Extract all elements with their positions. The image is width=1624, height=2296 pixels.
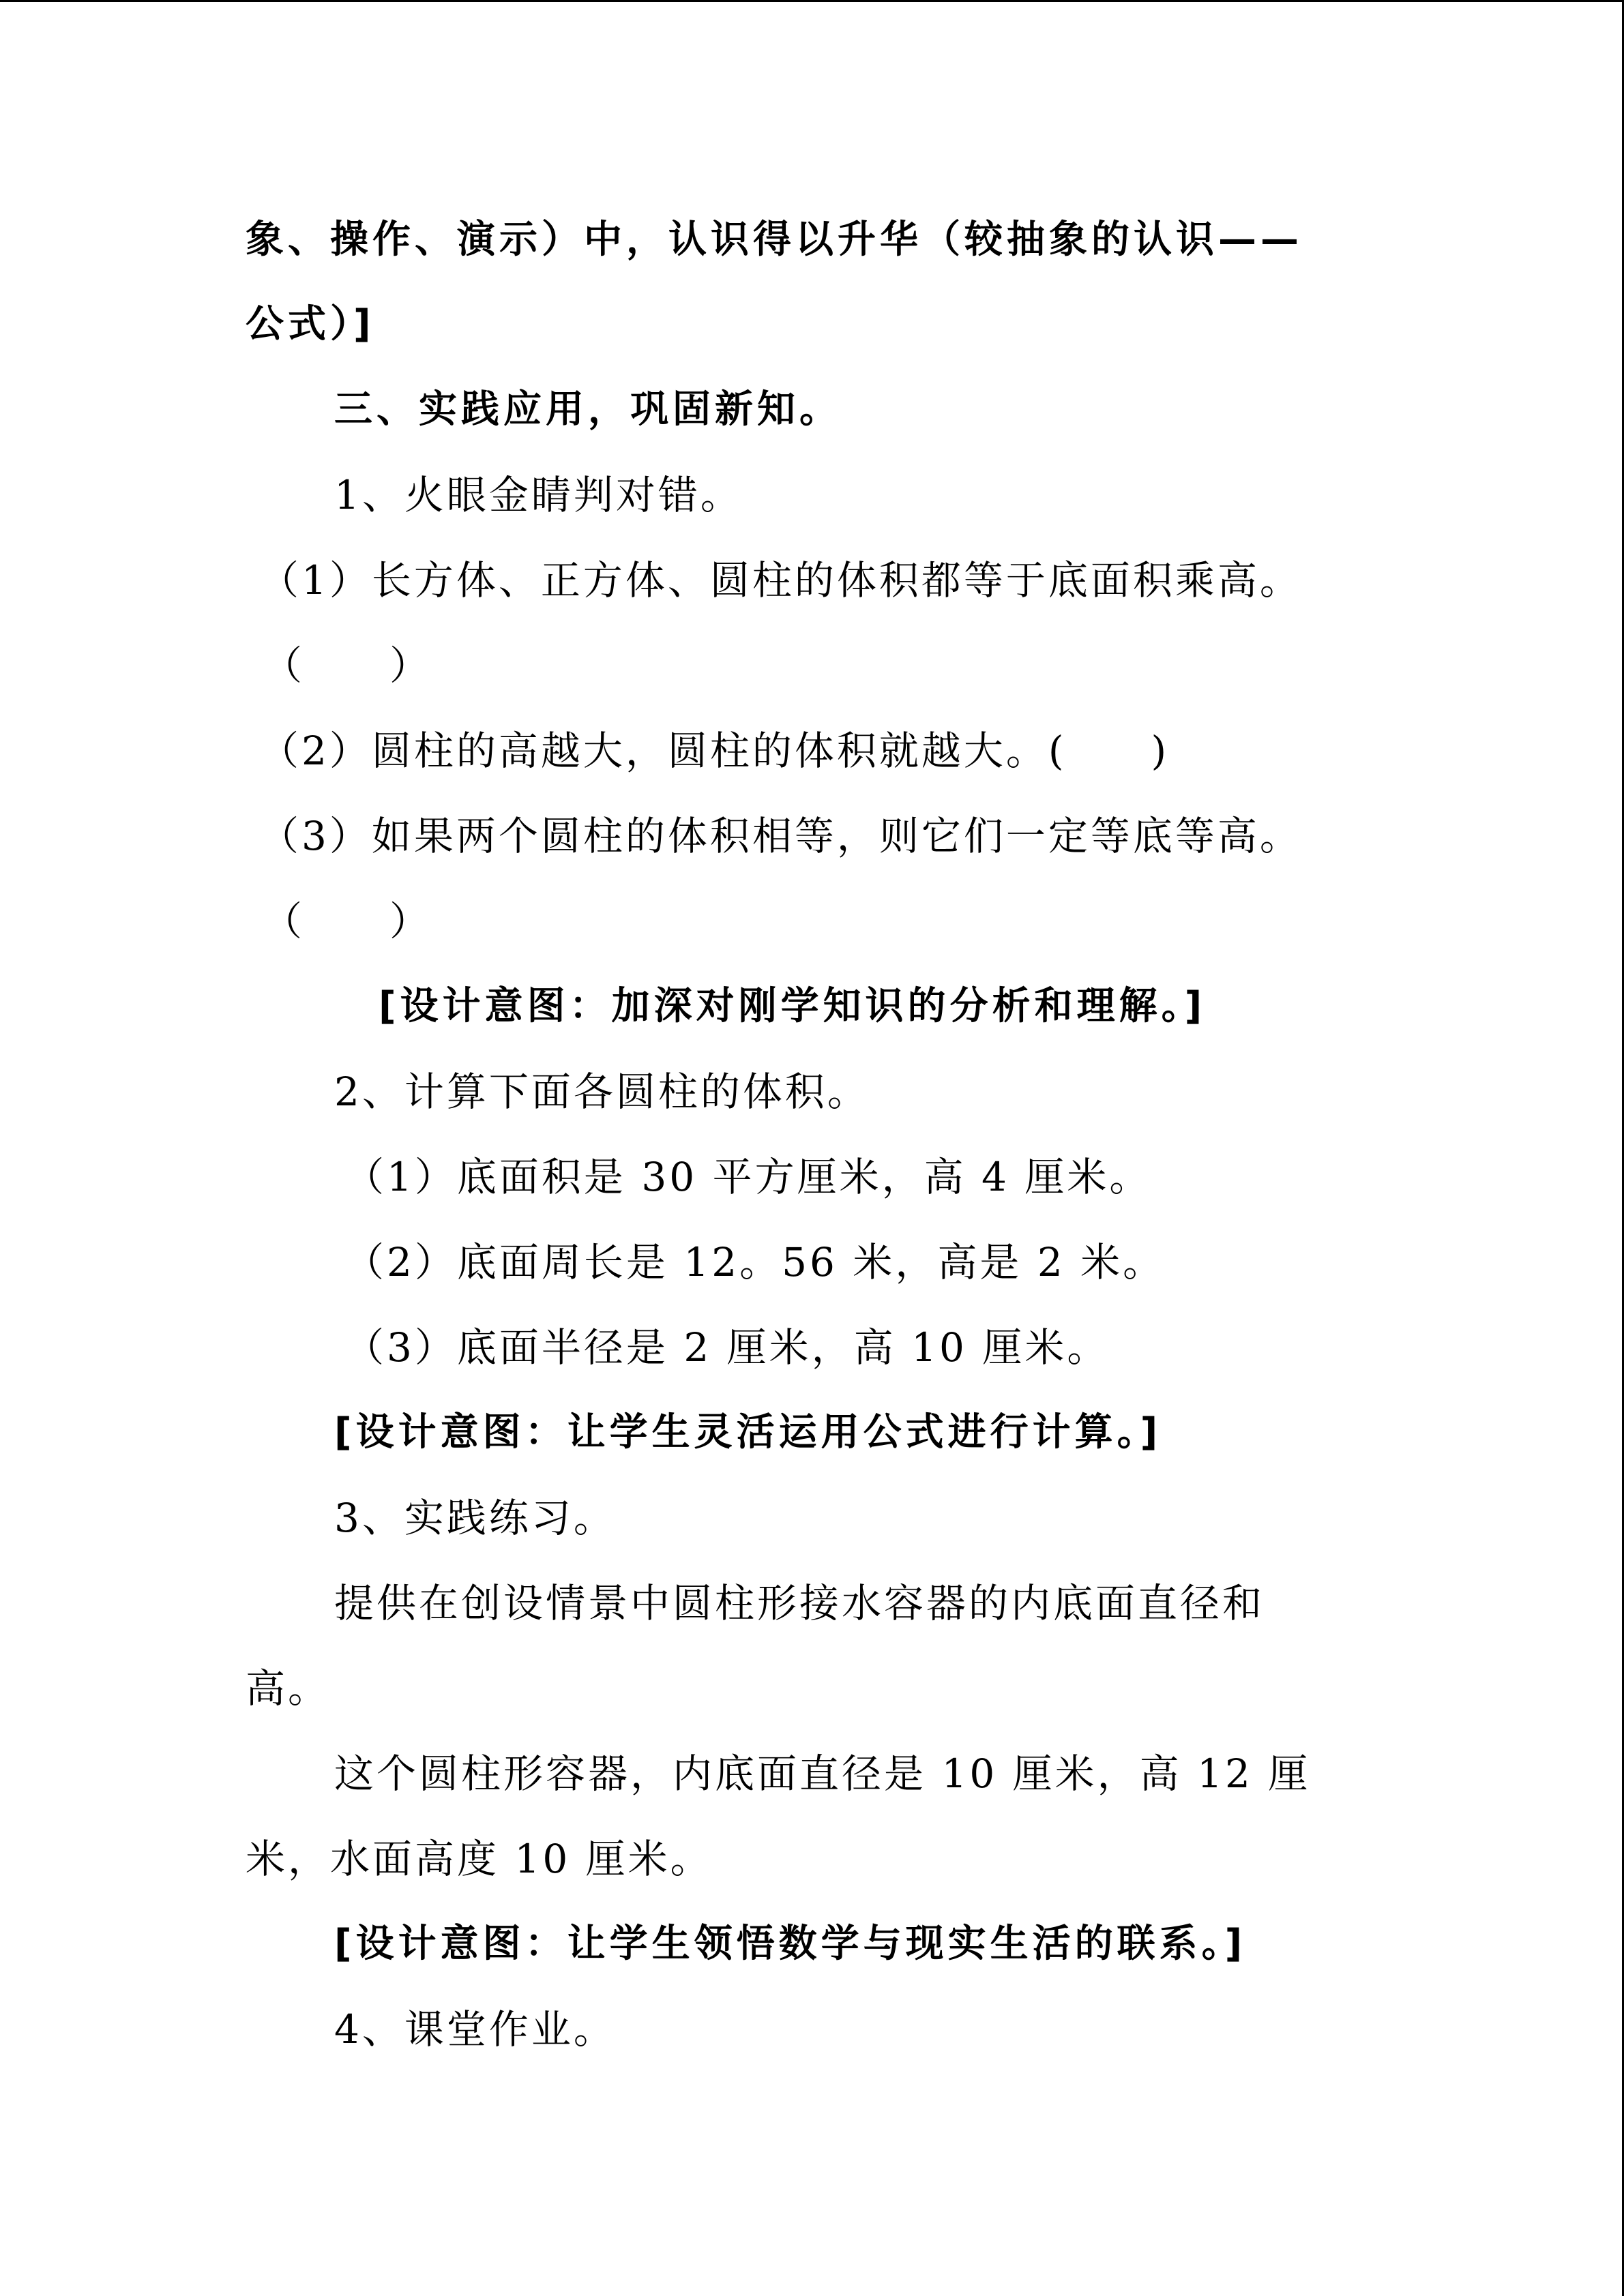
- practice-text-1-cont: 高。: [246, 1665, 331, 1712]
- calc-item-2: （2）底面周长是 12。56 米，高是 2 米。: [344, 1239, 1166, 1285]
- judge-item-2: （2）圆柱的高越大，圆柱的体积就越大。( ): [259, 728, 1170, 774]
- practice-text-2: 这个圆柱形容器，内底面直径是 10 厘米，高 12 厘: [334, 1750, 1311, 1797]
- design-intent-1: [设计意图：加深对刚学知识的分析和理解。]: [379, 984, 1207, 1028]
- exercise-heading-1: 1、火眼金睛判对错。: [334, 472, 743, 518]
- design-intent-2: [设计意图：让学生灵活运用公式进行计算。]: [334, 1410, 1162, 1455]
- judge-item-1-answer-blank: （ ）: [263, 642, 432, 689]
- section-heading-3: 三、实践应用，巩固新知。: [334, 387, 842, 432]
- paragraph-line-2: 公式）]: [246, 302, 375, 346]
- judge-item-3-answer-blank: （ ）: [263, 898, 432, 944]
- calc-item-3: （3）底面半径是 2 厘米，高 10 厘米。: [344, 1324, 1110, 1371]
- practice-text-2-cont: 米，水面高度 10 厘米。: [246, 1836, 713, 1882]
- exercise-heading-3: 3、实践练习。: [334, 1495, 616, 1541]
- paragraph-line-1: 象、操作、演示）中，认识得以升华（较抽象的认识——: [246, 218, 1303, 262]
- judge-item-1: （1）长方体、正方体、圆柱的体积都等于底面积乘高。: [259, 557, 1302, 603]
- calc-item-1: （1）底面积是 30 平方厘米，高 4 厘米。: [344, 1154, 1152, 1200]
- page-top-border: [0, 0, 1624, 2]
- design-intent-3: [设计意图：让学生领悟数学与现实生活的联系。]: [334, 1922, 1247, 1966]
- exercise-heading-4: 4、课堂作业。: [334, 2006, 616, 2053]
- exercise-heading-2: 2、计算下面各圆柱的体积。: [334, 1069, 870, 1115]
- judge-item-3: （3）如果两个圆柱的体积相等，则它们一定等底等高。: [259, 813, 1302, 859]
- practice-text-1: 提供在创设情景中圆柱形接水容器的内底面直径和: [334, 1580, 1265, 1626]
